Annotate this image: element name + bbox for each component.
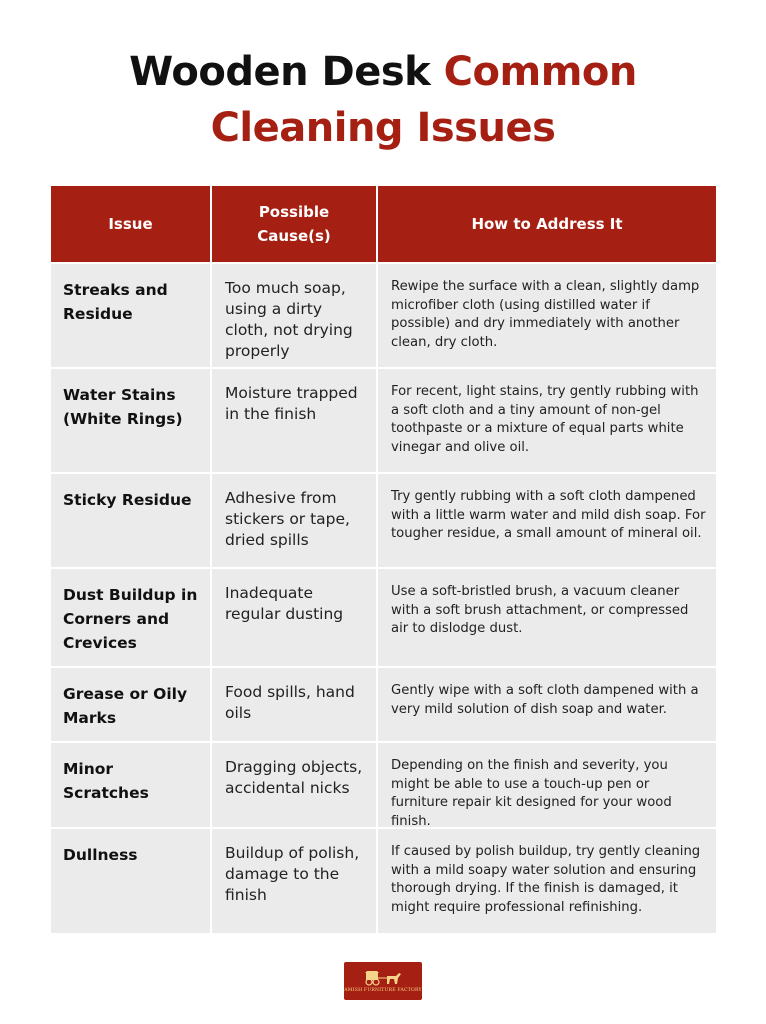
issue-cell: Dust Buildup in Corners and Crevices bbox=[51, 569, 212, 666]
brand-logo bbox=[344, 962, 422, 1000]
issue-cell: Sticky Residue bbox=[51, 474, 212, 567]
cause-cell: Moisture trapped in the finish bbox=[212, 369, 378, 472]
issue-cell: Grease or Oily Marks bbox=[51, 668, 212, 741]
table-row bbox=[51, 829, 716, 933]
table-row bbox=[51, 743, 716, 829]
logo-text: AMISH FURNITURE FACTORY bbox=[344, 987, 422, 993]
table-row bbox=[51, 369, 716, 474]
table-row bbox=[51, 264, 716, 369]
title-part-2: Common bbox=[443, 49, 637, 95]
issue-cell: Dullness bbox=[51, 829, 212, 933]
fix-cell: Gently wipe with a soft cloth dampened with a very mild solution of dish soap and water. bbox=[391, 683, 699, 717]
header-fix: How to Address It bbox=[471, 215, 623, 233]
cleaning-issues-table bbox=[51, 186, 716, 933]
issue-cell: Water Stains (White Rings) bbox=[51, 369, 212, 472]
table-row bbox=[51, 668, 716, 743]
header-issue: Issue bbox=[51, 186, 212, 262]
page-title bbox=[0, 44, 766, 156]
fix-cell: Use a soft-bristled brush, a vacuum cleaner with a soft brush attachment, or compressed air to dislodge dust. bbox=[391, 584, 689, 637]
title-line-2: Cleaning Issues bbox=[210, 105, 556, 151]
fix-cell: Rewipe the surface with a clean, slightly damp microfiber cloth (using distilled water if possible) and dry immediately with another clean, dry cloth. bbox=[391, 279, 700, 350]
horse-and-buggy-icon bbox=[363, 970, 403, 986]
cause-cell: Dragging objects, accidental nicks bbox=[212, 743, 378, 827]
issue-cell: Minor Scratches bbox=[51, 743, 212, 827]
fix-cell: If caused by polish buildup, try gently cleaning with a mild soapy water solution and ensuring thorough drying. If the finish is damaged, it might require professional refinishing. bbox=[391, 844, 701, 915]
fix-cell: Depending on the finish and severity, you might be able to use a touch-up pen or furniture repair kit designed for your wood finish. bbox=[391, 758, 672, 829]
table-row bbox=[51, 474, 716, 569]
cause-cell: Adhesive from stickers or tape, dried spills bbox=[212, 474, 378, 567]
cause-cell: Inadequate regular dusting bbox=[212, 569, 378, 666]
cause-cell: Buildup of polish, damage to the finish bbox=[212, 829, 378, 933]
issue-cell: Streaks and Residue bbox=[51, 264, 212, 367]
fix-cell: Try gently rubbing with a soft cloth dampened with a little warm water and mild dish soap. For tougher residue, a small amount of mineral oil. bbox=[391, 489, 706, 542]
table-header-row bbox=[51, 186, 716, 264]
cause-cell: Too much soap, using a dirty cloth, not drying properly bbox=[212, 264, 378, 367]
title-part-1: Wooden Desk bbox=[129, 49, 444, 95]
fix-cell: For recent, light stains, try gently rubbing with a soft cloth and a tiny amount of non-gel toothpaste or a mixture of equal parts white vinegar and olive oil. bbox=[391, 384, 699, 455]
header-cause: Possible Cause(s) bbox=[212, 186, 378, 262]
cause-cell: Food spills, hand oils bbox=[212, 668, 378, 741]
table-row bbox=[51, 569, 716, 668]
